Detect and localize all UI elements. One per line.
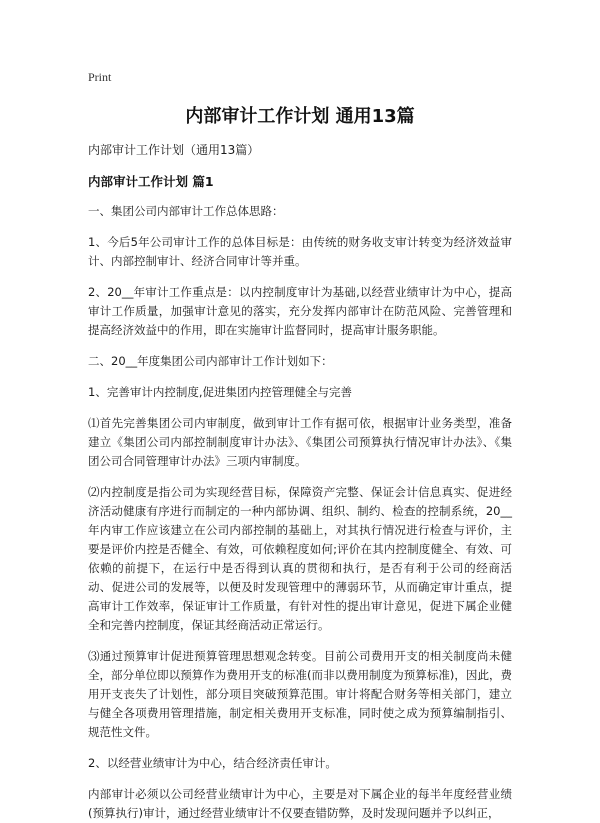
document-subtitle: 内部审计工作计划（通用13篇） (88, 143, 260, 157)
paragraph-item-1: ⑴首先完善集团公司内审制度，做到审计工作有据可依，根据审计业务类型，准备建立《集团公司内部控制制度审计办法》、《集团公司预算执行情况审计办法》、《集团公司合同管理审计办法》三项内审制度。 (88, 416, 512, 468)
paragraph-overall-approach: 一、集团公司内部审计工作总体思路： (88, 204, 284, 218)
paragraph-performance-audit-body: 内部审计必须以公司经营业绩审计为中心，主要是对下属企业的每半年度经营业绩(预算执行)审计，通过经营业绩审计不仅要查错防弊，及时发现问题并予以纠正， (88, 787, 512, 820)
paragraph-item-2: ⑵内控制度是指公司为实现经营目标，保障资产完整、保证会计信息真实、促进经济活动健康有序进行而制定的一种内部协调、组织、制约、检查的控制系统，20__年内审工作应该建立在公司内部控制的基础上，对其执行情况进行检查与评价，主要是评价内控是否健全、有效，可依赖程度如何;评价在其内控制度健全、有效、可依赖的前提下，在运行中是否得到认真的贯彻和执行，是否有利于公司的经商活动、促进公司的发展等，以便及时发现管理中的薄弱环节，从而确定审计重点，提高审计工作效率，保证审计工作质量，有针对性的提出审计意见，促进下属企业健全和完善内控制度，保证其经商活动正常运行。 (88, 485, 512, 632)
paragraph-improve-internal-control: 1、完善审计内控制度,促进集团内控管理健全与完善 (88, 385, 352, 399)
paragraph-five-year-goal: 1、今后5年公司审计工作的总体目标是：由传统的财务收支审计转变为经济效益审计、内部控制审计、经济合同审计等并重。 (88, 235, 512, 268)
paragraph-audit-focus: 2、20__年审计工作重点是：以内控制度审计为基础,以经营业绩审计为中心，提高审计工作质量，加强审计意见的落实，充分发挥内部审计在防范风险、完善管理和提高经济效益中的作用，即在实施审计监督同时，提高审计服务职能。 (88, 285, 512, 337)
print-label: Print (88, 70, 112, 84)
section-heading: 内部审计工作计划 篇1 (88, 174, 214, 189)
paragraph-item-3: ⑶通过预算审计促进预算管理思想观念转变。目前公司费用开支的相关制度尚未健全，部分单位即以预算作为费用开支的标准(而非以费用制度为预算标准)，因此，费用开支丧失了计划性，部分项目突破预算范围。审计将配合财务等相关部门，建立与健全各项费用管理措施，制定相关费用开支标准，同时使之成为预算编制指引、规范性文件。 (88, 649, 512, 739)
paragraph-annual-plan-heading: 二、20__年度集团公司内部审计工作计划如下： (88, 354, 333, 368)
document-title: 内部审计工作计划 通用13篇 (185, 106, 415, 127)
paragraph-performance-audit-heading: 2、以经营业绩审计为中心，结合经济责任审计。 (88, 756, 337, 770)
